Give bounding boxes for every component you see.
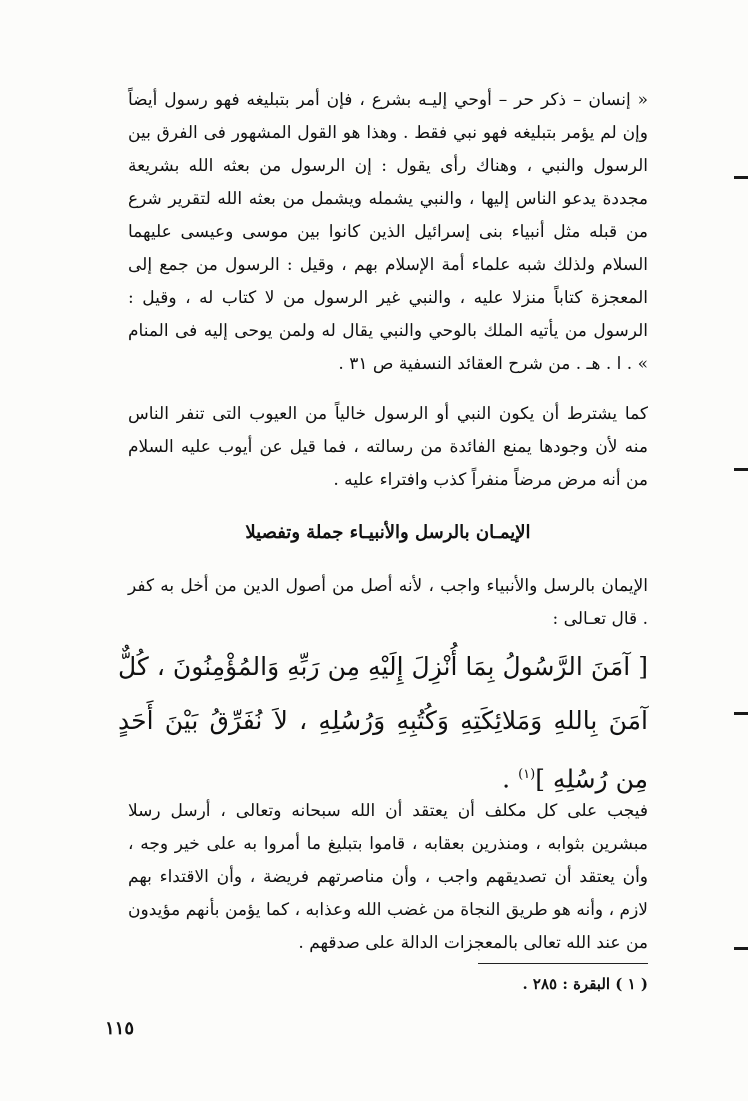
- verse-end-mark: .: [502, 764, 511, 794]
- paragraph-faith-obligation: الإيمان بالرسل والأنبياء واجب ، لأنه أصل من أصول الدين من أخل به كفر . قال تعـالى :: [128, 576, 648, 629]
- footnote: ( ١ ) البقرة : ٢٨٥ .: [522, 975, 648, 993]
- section-heading: الإيمـان بالرسل والأنبيـاء جملة وتفصيلا: [245, 522, 531, 543]
- scan-edge-mark: [734, 712, 748, 715]
- scan-edge-mark: [734, 947, 748, 950]
- paragraph-prophet-conditions: كما يشترط أن يكون النبي أو الرسول خالياً من العيوب التى تنفر الناس منه لأن وجودها يمنع الفائدة من رسالته ، فما قيل عن أيوب عليه السلام من أنه مرض مرضاً منفراً كذب وافتراء عليه .: [128, 404, 648, 490]
- paragraph-definition: « إنسان – ذكر حر – أوحي إليـه بشرع ، فإن أمر بتبليغه فهو رسول أيضاً وإن لم يؤمر بتبليغه فهو نبي فقط . وهذا هو القول المشهور فى الفرق بين الرسول والنبي ، وهناك رأى يقول : إن الرسول من بعثه الله بشريعة مجددة يدعو الناس إليها ، والنبي يشمله ويشمل من بعثه الله لتقرير شرع من قبله مثل أنبياء بنى إسرائيل الذين كانوا بين موسى وعيسى عليهما السلام ولذلك شبه علماء أمة الإسلام بهم ، وقيل : الرسول من جمع إلى المعجزة كتاباً منزلا عليه ، والنبي غير الرسول من لا كتاب له ، وقيل : الرسول من يأتيه الملك بالوحي والنبي يقال له ولمن يوحى إليه فى المنام » . ا . هـ . من شرح العقائد النسفية ص ٣١ .: [128, 90, 648, 374]
- scan-edge-mark: [734, 176, 748, 179]
- footnote-divider: [478, 963, 648, 964]
- scan-edge-mark: [734, 468, 748, 471]
- paragraph-believer-duty: فيجب على كل مكلف أن يعتقد أن الله سبحانه وتعالى ، أرسل رسلا مبشرين بثوابه ، ومنذرين بعقابه ، قاموا بتبليغ ما أمروا به على خير وجه ، وأن يعتقد أن تصديقهم واجب ، وأن مناصرتهم فريضة ، وأن الاقتداء بهم لازم ، وأنه هو طريق النجاة من غضب الله وعذابه ، كما يؤمن بأنهم مؤيدون من عند الله تعالى بالمعجزات الدالة على صدقهم .: [128, 801, 648, 953]
- footnote-marker: (١): [518, 767, 536, 782]
- quran-verse: [118, 640, 648, 806]
- page-number: ١١٥: [105, 1018, 135, 1039]
- verse-text: [ آمَنَ الرَّسُولُ بِمَا أُنْزِلَ إِلَيْهِ مِن رَبِّهِ وَالمُؤْمِنُونَ ، كُلٌّ آمَنَ بِاللهِ وَمَلائِكَتِهِ وَكُتُبِهِ وَرُسُلِهِ ، لاَ نُفَرِّقُ بَيْنَ أَحَدٍ مِن رُسُلِهِ ]: [118, 652, 648, 794]
